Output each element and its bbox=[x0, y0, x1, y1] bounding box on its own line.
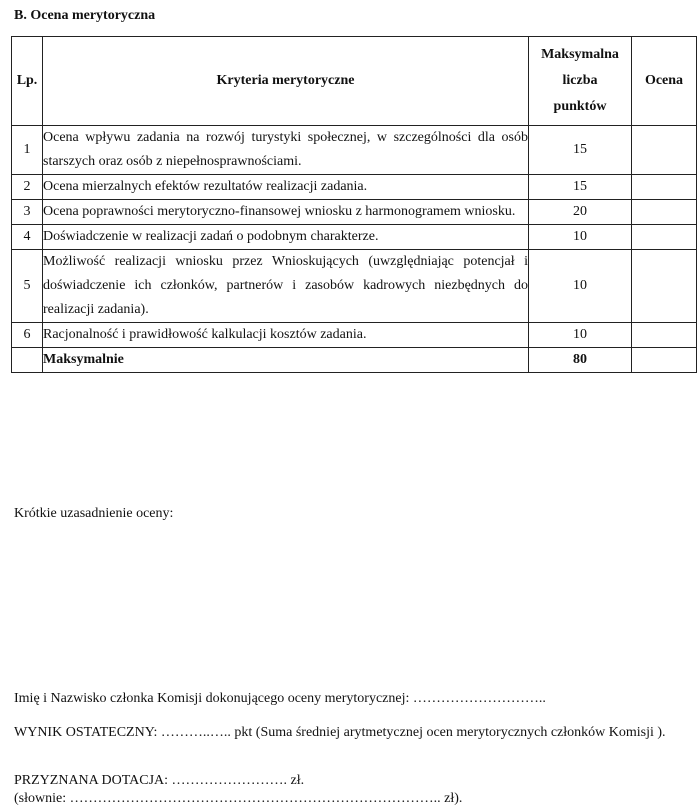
row-score-cell[interactable] bbox=[632, 126, 697, 175]
row-points: 10 bbox=[529, 250, 632, 323]
header-max-points-line-2: liczba bbox=[562, 73, 598, 88]
header-criteria: Kryteria merytoryczne bbox=[43, 37, 529, 126]
header-max-points-line-1: Maksymalna bbox=[541, 47, 619, 62]
row-lp: 5 bbox=[12, 250, 43, 323]
row-score-cell[interactable] bbox=[632, 225, 697, 250]
table-row bbox=[12, 225, 697, 250]
justification-label: Krótkie uzasadnienie oceny: bbox=[14, 506, 174, 521]
row-criterion: Ocena mierzalnych efektów rezultatów realizacji zadania. bbox=[43, 175, 529, 200]
table-row bbox=[12, 175, 697, 200]
table-row bbox=[12, 126, 697, 175]
row-lp: 3 bbox=[12, 200, 43, 225]
summary-score-cell[interactable] bbox=[632, 348, 697, 373]
row-score-cell[interactable] bbox=[632, 323, 697, 348]
row-criterion: Ocena wpływu zadania na rozwój turystyki społecznej, w szczególności dla osób starszych oraz osób z niepełnosprawnościami. bbox=[43, 126, 529, 175]
section-title: B. Ocena merytoryczna bbox=[14, 8, 156, 23]
summary-points: 80 bbox=[529, 348, 632, 373]
grant-in-words-line: (słownie: …………………………………………………………………….. zł). bbox=[14, 791, 463, 806]
row-lp: 6 bbox=[12, 323, 43, 348]
row-criterion: Doświadczenie w realizacji zadań o podobnym charakterze. bbox=[43, 225, 529, 250]
row-points: 20 bbox=[529, 200, 632, 225]
row-score-cell[interactable] bbox=[632, 200, 697, 225]
header-max-points bbox=[529, 37, 632, 126]
row-lp: 1 bbox=[12, 126, 43, 175]
row-points: 10 bbox=[529, 323, 632, 348]
row-criterion: Możliwość realizacji wniosku przez Wnioskujących (uwzględniając potencjał i doświadczenie ich członków, partnerów i zasobów kadrowych niezbędnych do realizacji zadania). bbox=[43, 250, 529, 323]
header-lp: Lp. bbox=[12, 37, 43, 126]
table-row bbox=[12, 323, 697, 348]
summary-lp bbox=[12, 348, 43, 373]
row-points: 15 bbox=[529, 126, 632, 175]
row-criterion: Racjonalność i prawidłowość kalkulacji kosztów zadania. bbox=[43, 323, 529, 348]
row-criterion: Ocena poprawności merytoryczno-finansowej wniosku z harmonogramem wniosku. bbox=[43, 200, 529, 225]
criteria-table bbox=[11, 36, 697, 373]
header-score: Ocena bbox=[632, 37, 697, 126]
final-result-line: WYNIK OSTATECZNY: ………..….. pkt (Suma średniej arytmetycznej ocen merytorycznych członków Komisji ). bbox=[14, 725, 666, 740]
table-row bbox=[12, 250, 697, 323]
table-row bbox=[12, 200, 697, 225]
table-summary-row bbox=[12, 348, 697, 373]
row-lp: 2 bbox=[12, 175, 43, 200]
row-points: 10 bbox=[529, 225, 632, 250]
row-score-cell[interactable] bbox=[632, 175, 697, 200]
header-max-points-line-3: punktów bbox=[553, 99, 607, 114]
summary-label: Maksymalnie bbox=[43, 348, 529, 373]
row-score-cell[interactable] bbox=[632, 250, 697, 323]
table-header-row bbox=[12, 37, 697, 126]
row-lp: 4 bbox=[12, 225, 43, 250]
row-points: 15 bbox=[529, 175, 632, 200]
member-name-line: Imię i Nazwisko członka Komisji dokonującego oceny merytorycznej: ……………………….. bbox=[14, 691, 546, 706]
grant-line: PRZYZNANA DOTACJA: ……………………. zł. bbox=[14, 773, 305, 788]
